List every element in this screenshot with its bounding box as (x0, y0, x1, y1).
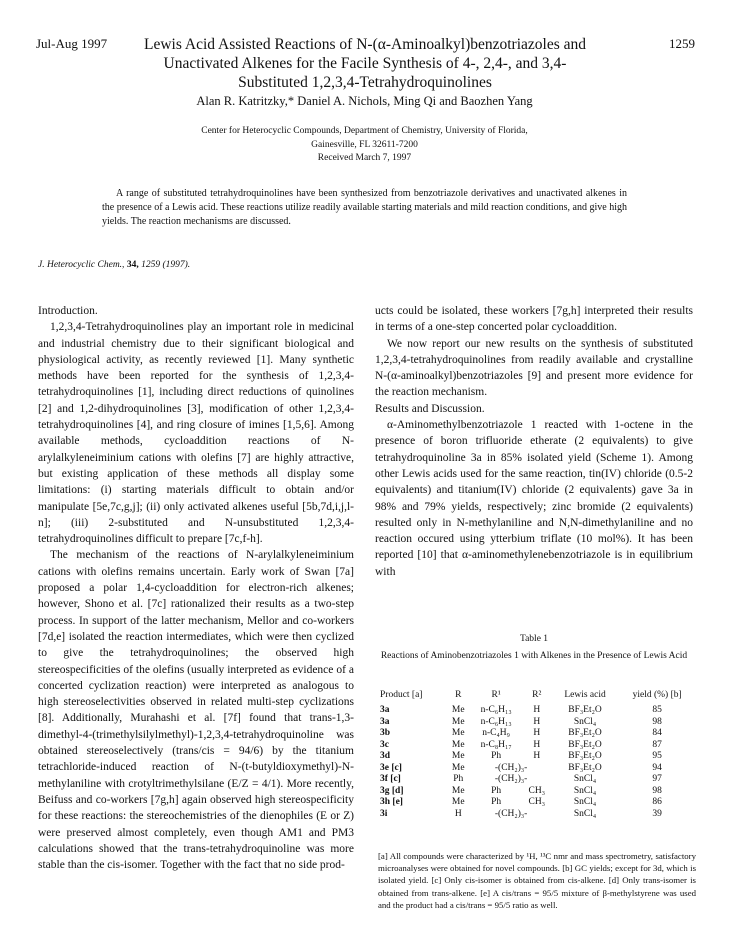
paragraph: We now report our new results on the synthesis of substituted 1,2,3,4-tetrahydroquinolines from readily available and crystalline N-(α-aminoalkyl)benzotriazoles [9] and present more evidence for the reaction mechanism. (375, 337, 693, 399)
section-heading-results: Results and Discussion. (375, 402, 485, 415)
table-row (378, 728, 696, 740)
running-header-date: Jul-Aug 1997 (36, 36, 108, 51)
table-cell: -(CH₂)₃- (494, 808, 528, 819)
affiliation-line: Gainesville, FL 32611-7200 (311, 139, 418, 150)
table-cell: 3a (380, 705, 390, 715)
col-header: R¹ (491, 690, 501, 700)
table-cell: Me (451, 762, 465, 773)
table-cell: SnCl₄ (573, 785, 597, 796)
col-header: Lewis acid (564, 690, 606, 700)
table-row (378, 717, 696, 729)
right-column (375, 303, 693, 580)
col-header: R (455, 690, 462, 700)
table-cell: Me (451, 785, 465, 796)
table-cell: 98 (652, 716, 662, 727)
table-title: Reactions of Aminobenzotriazoles 1 with Alkenes in the Presence of Lewis Acid (380, 651, 688, 661)
section-heading-introduction: Introduction. (38, 305, 98, 317)
table-cell: BF₃Et₂O (568, 739, 602, 750)
title-line: Substituted 1,2,3,4-Tetrahydroquinolines (238, 74, 492, 91)
abstract: A range of substituted tetrahydroquinolines have been synthesized from benzotriazole derivatives and unactivated alkenes in the presence of a Lewis acid. These reactions utilize readily available starting materials and mild reaction conditions, and give high yields. The reaction mechanisms are discussed. (102, 188, 627, 227)
paragraph: The mechanism of the reactions of N-arylalkyleneiminium cations with olefins remains uncertain. Early work of Swan [7a] proposed a polar 1,4-cycloaddition for electron-rich alkenes; however, Shono et al. [7c] rationalized their results as a two-step process. In support of the latter mechanism, Mellor and co-workers [7d,e] isolated the reaction intermediates, which were then cyclized to give the tetrahydroquinolines; the observed high stereospecificities of the olefins (usually interpreted as evidence of a concerted cyclization reaction) were interpreted as analogous to high stereoselectivities observed in related multi-step cyclizations [8]. Additionally, Murahashi et al. [7f] found that trans-1,3-dimethyl-4-(trimethylsilylmethyl)-1,2,3,4-tetrahydroquinoline was obtained stereoselectively (trans/cis = 94/6) by the titanium tetrachloride-induced reaction of N-(t-butyldioxymethyl)-N-methylaniline with crotyltrimethylsilane (E/Z = 4/1). More recently, Beifuss and co-workers [7g,h] again observed high stereospecificity for these reactions: the stereochemistries of the dienophiles (E or Z) were preserved almost completely, even though AM1 and PM3 calculations showed that the trans-tetrahydroquinoline was more stable than the cis-isomer. Together with the fact that no side prod- (38, 549, 354, 872)
table-cell: CH₃ (528, 797, 546, 807)
table-cell: Ph (491, 797, 502, 807)
table-cell: n-C₄H₉ (482, 728, 510, 738)
affiliation (0, 125, 729, 166)
table-cell: Me (451, 797, 465, 807)
citation-pages: 1259 (1997). (141, 260, 191, 270)
table-cell: Me (451, 705, 465, 715)
affiliation-line: Center for Heterocyclic Compounds, Department of Chemistry, University of Florida, (201, 126, 528, 136)
article-title (120, 35, 610, 92)
table-cell: SnCl₄ (573, 797, 597, 807)
table-cell: H (533, 716, 541, 727)
table-cell: 3e [c] (380, 762, 402, 773)
table-cell: BF₃Et₂O (568, 762, 602, 773)
title-line: Lewis Acid Assisted Reactions of N-(α-Aminoalkyl)benzotriazoles and (143, 36, 586, 53)
table-cell: 3i (380, 808, 388, 819)
title-line: Unactivated Alkenes for the Facile Synthesis of 4-, 2,4-, and 3,4- (163, 55, 567, 72)
col-header: yield (%) [b] (632, 690, 682, 700)
table-cell: SnCl₄ (573, 716, 597, 727)
table-row (378, 797, 696, 809)
table-cell: n-C₆H₁₃ (480, 716, 512, 727)
table-row (378, 740, 696, 752)
left-column (38, 303, 354, 873)
table-cell: 3c (380, 739, 389, 750)
table-cell: H (454, 808, 462, 819)
table-cell: n-C₆H₁₃ (480, 705, 512, 715)
table-cell: BF₃Et₂O (568, 751, 602, 761)
table-cell: 3b (380, 728, 391, 738)
table-footnote: [a] All compounds were characterized by ¹H, ¹³C nmr and mass spectrometry, satisfactory microanalyses were obtained for novel compounds. [b] GC yields; except for 3d, which is isolated yield. [c] Only cis-isomer is obtained from cis-alkene. [d] Only trans-isomer is obtained from trans-alkene. [e] A cis/trans = 95/5 mixture of β-methylstyrene was used and the product had a cis/trans = 95/5 ratio as well. (378, 851, 696, 910)
table-cell: n-C₈H₁₇ (480, 739, 512, 750)
table-cell: H (533, 705, 541, 715)
table-cell: -(CH₂)₃- (494, 762, 528, 773)
table-cell: H (533, 739, 541, 750)
table-cell: Me (451, 716, 465, 727)
page-number: 1259 (669, 36, 695, 51)
table-row (378, 705, 696, 717)
table-cell: 3h [e] (380, 797, 403, 807)
table-cell: 95 (652, 751, 662, 761)
table-cell: BF₃Et₂O (568, 728, 602, 738)
table-cell: 85 (652, 705, 662, 715)
table-cell: H (533, 728, 541, 738)
table-cell: SnCl₄ (573, 774, 597, 784)
table-cell: Me (451, 751, 465, 761)
table-cell: H (533, 751, 541, 761)
paragraph: 1,2,3,4-Tetrahydroquinolines play an important role in medicinal and industrial chemistry due to their significant biological and physiological activity, as recently reviewed [1]. Many synthetic methods have been reported for the synthesis of 1,2,3,4-tetrahydroquinolines [1], including direct reductions of quinolines [2] and 1,2-dihydroquinolines [3], modification of other 1,2,3,4-tetrahydroquinolines [4], and ring closure of imines [1,5,6]. Among available methods, cycloaddition reactions of N-arylalkyleneiminium cations with olefins [7] are highly attractive, but existing application of these methods all display some limitations: (i) starting materials difficult to obtain and/or manipulate [5e,7c,g,j]; (ii) only activated alkenes useful [5b,7d,i,j,l-n]; (iii) 2-substituted and N-unsubstituted 1,2,3,4-tetrahydroquinolines difficult to prepare [7c,f-h]. (38, 321, 354, 546)
table-cell: 39 (652, 808, 662, 819)
table-cell: BF₃Et₂O (568, 705, 602, 715)
table-cell: 84 (652, 728, 662, 738)
table-cell: Me (451, 728, 465, 738)
table-row (378, 786, 696, 798)
table-cell: CH₃ (528, 785, 546, 796)
table-cell: Me (451, 739, 465, 750)
table-cell: 3f [c] (380, 774, 401, 784)
table-cell: 87 (652, 739, 662, 750)
col-header: Product [a] (380, 690, 423, 700)
citation-volume: 34, (126, 260, 139, 270)
table-cell: Ph (491, 751, 502, 761)
citation-journal: J. Heterocyclic Chem., (38, 260, 125, 270)
table-cell: Ph (453, 774, 464, 784)
table-cell: Ph (491, 785, 502, 796)
table-label: Table 1 (519, 634, 549, 644)
received-date: Received March 7, 1997 (317, 153, 412, 163)
table-cell: 3d (380, 751, 391, 761)
author-list: Alan R. Katritzky,* Daniel A. Nichols, Ming Qi and Baozhen Yang (196, 94, 533, 108)
table-cell: -(CH₂)₃- (494, 774, 528, 784)
table-cell: SnCl₄ (573, 808, 597, 819)
table-cell: 98 (652, 785, 662, 796)
table-row (378, 774, 696, 786)
table-cell: 86 (652, 797, 662, 807)
table-row (378, 751, 696, 763)
journal-citation (38, 260, 190, 270)
table-caption (375, 633, 693, 663)
table-cell: 94 (652, 762, 662, 773)
table-cell: 3g [d] (380, 785, 404, 796)
paragraph: α-Aminomethylbenzotriazole 1 reacted with 1-octene in the presence of boron trifluoride etherate (2 equivalents) to give tetrahydroquinoline 3a in 85% isolated yield (Scheme 1). Among other Lewis acids used for the same reaction, tin(IV) chloride (0.5-2 equivalents) and titanium(IV) chloride (2 equivalents) gave 3a in 98% and 79% yields, respectively; zinc bromide (2 equivalents) resulted only in N-methylaniline and N,N-dimethylaniline and no reaction occured using ytterbium triflate (10 mol%). It has been reported [10] that α-aminomethylenebenzotriazole is in equilibrium with (375, 419, 693, 578)
table-row (378, 763, 696, 775)
table-header-row (378, 690, 696, 705)
paragraph: ucts could be isolated, these workers [7g,h] interpreted their results in terms of a one-step concerted polar cycloaddition. (375, 305, 693, 334)
col-header: R² (532, 690, 542, 700)
table-row (378, 809, 696, 821)
table-cell: 97 (652, 774, 662, 784)
results-table (378, 690, 696, 820)
table-cell: 3a (380, 716, 390, 727)
